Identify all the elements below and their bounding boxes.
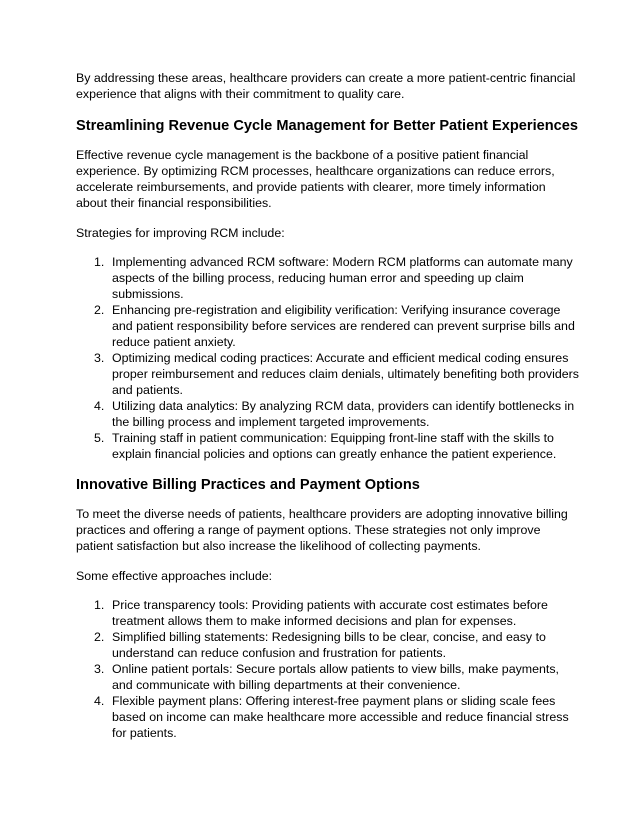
list-item-number: 4. [94, 694, 105, 708]
list-item-number: 5. [94, 431, 105, 445]
list-item [76, 430, 580, 462]
list-item-text: Training staff in patient communication: Equipping front-line staff with the skills to explain financial policies and options can greatly enhance the patient experience. [112, 431, 557, 461]
rcm-strategies-list [76, 254, 580, 462]
list-item-number: 2. [94, 303, 105, 317]
list-item-number: 1. [94, 598, 105, 612]
list-item-text: Online patient portals: Secure portals allow patients to view bills, make payments, and communicate with billing departments at their convenience. [112, 662, 559, 692]
intro-paragraph: By addressing these areas, healthcare providers can create a more patient-centric financial experience that aligns with their commitment to quality care. [76, 71, 576, 101]
list-item-number: 1. [94, 255, 105, 269]
billing-paragraph: To meet the diverse needs of patients, healthcare providers are adopting innovative billing practices and offering a range of payment options. These strategies not only improve patient satisfaction but also increase the likelihood of collecting payments. [76, 507, 568, 553]
list-item [76, 302, 580, 350]
list-item-text: Optimizing medical coding practices: Accurate and efficient medical coding ensures proper reimbursement and reduces claim denials, ultimately benefiting both providers and patients. [112, 351, 579, 397]
list-item [76, 693, 580, 741]
section-heading-rcm: Streamlining Revenue Cycle Management for Better Patient Experiences [76, 118, 579, 134]
rcm-list-intro: Strategies for improving RCM include: [76, 226, 285, 240]
list-item-text: Implementing advanced RCM software: Modern RCM platforms can automate many aspects of the billing process, reducing human error and speeding up claim submissions. [112, 255, 573, 301]
list-item [76, 398, 580, 430]
list-item-number: 4. [94, 399, 105, 413]
list-item-text: Simplified billing statements: Redesigning bills to be clear, concise, and easy to understand can reduce confusion and frustration for patients. [112, 630, 546, 660]
billing-approaches-list [76, 597, 580, 741]
list-item-text: Flexible payment plans: Offering interest-free payment plans or sliding scale fees based on income can make healthcare more accessible and reduce financial stress for patients. [112, 694, 569, 740]
list-item-number: 3. [94, 351, 105, 365]
list-item [76, 254, 580, 302]
rcm-paragraph: Effective revenue cycle management is the backbone of a positive patient financial experience. By optimizing RCM processes, healthcare organizations can reduce errors, accelerate reimbursements, and provide patients with clearer, more timely information about their financial responsibilities. [76, 148, 555, 210]
list-item [76, 629, 580, 661]
list-item-text: Utilizing data analytics: By analyzing RCM data, providers can identify bottlenecks in the billing process and implement targeted improvements. [112, 399, 575, 429]
list-item [76, 350, 580, 398]
section-heading-billing: Innovative Billing Practices and Payment Options [76, 477, 420, 493]
list-item-text: Enhancing pre-registration and eligibility verification: Verifying insurance coverage and patient responsibility before services are rendered can prevent surprise bills and reduce patient anxiety. [112, 303, 575, 349]
billing-list-intro: Some effective approaches include: [76, 569, 273, 583]
list-item [76, 597, 580, 629]
list-item [76, 661, 580, 693]
list-item-text: Price transparency tools: Providing patients with accurate cost estimates before treatment allows them to make informed decisions and plan for expenses. [112, 598, 548, 628]
list-item-number: 3. [94, 662, 105, 676]
list-item-number: 2. [94, 630, 105, 644]
